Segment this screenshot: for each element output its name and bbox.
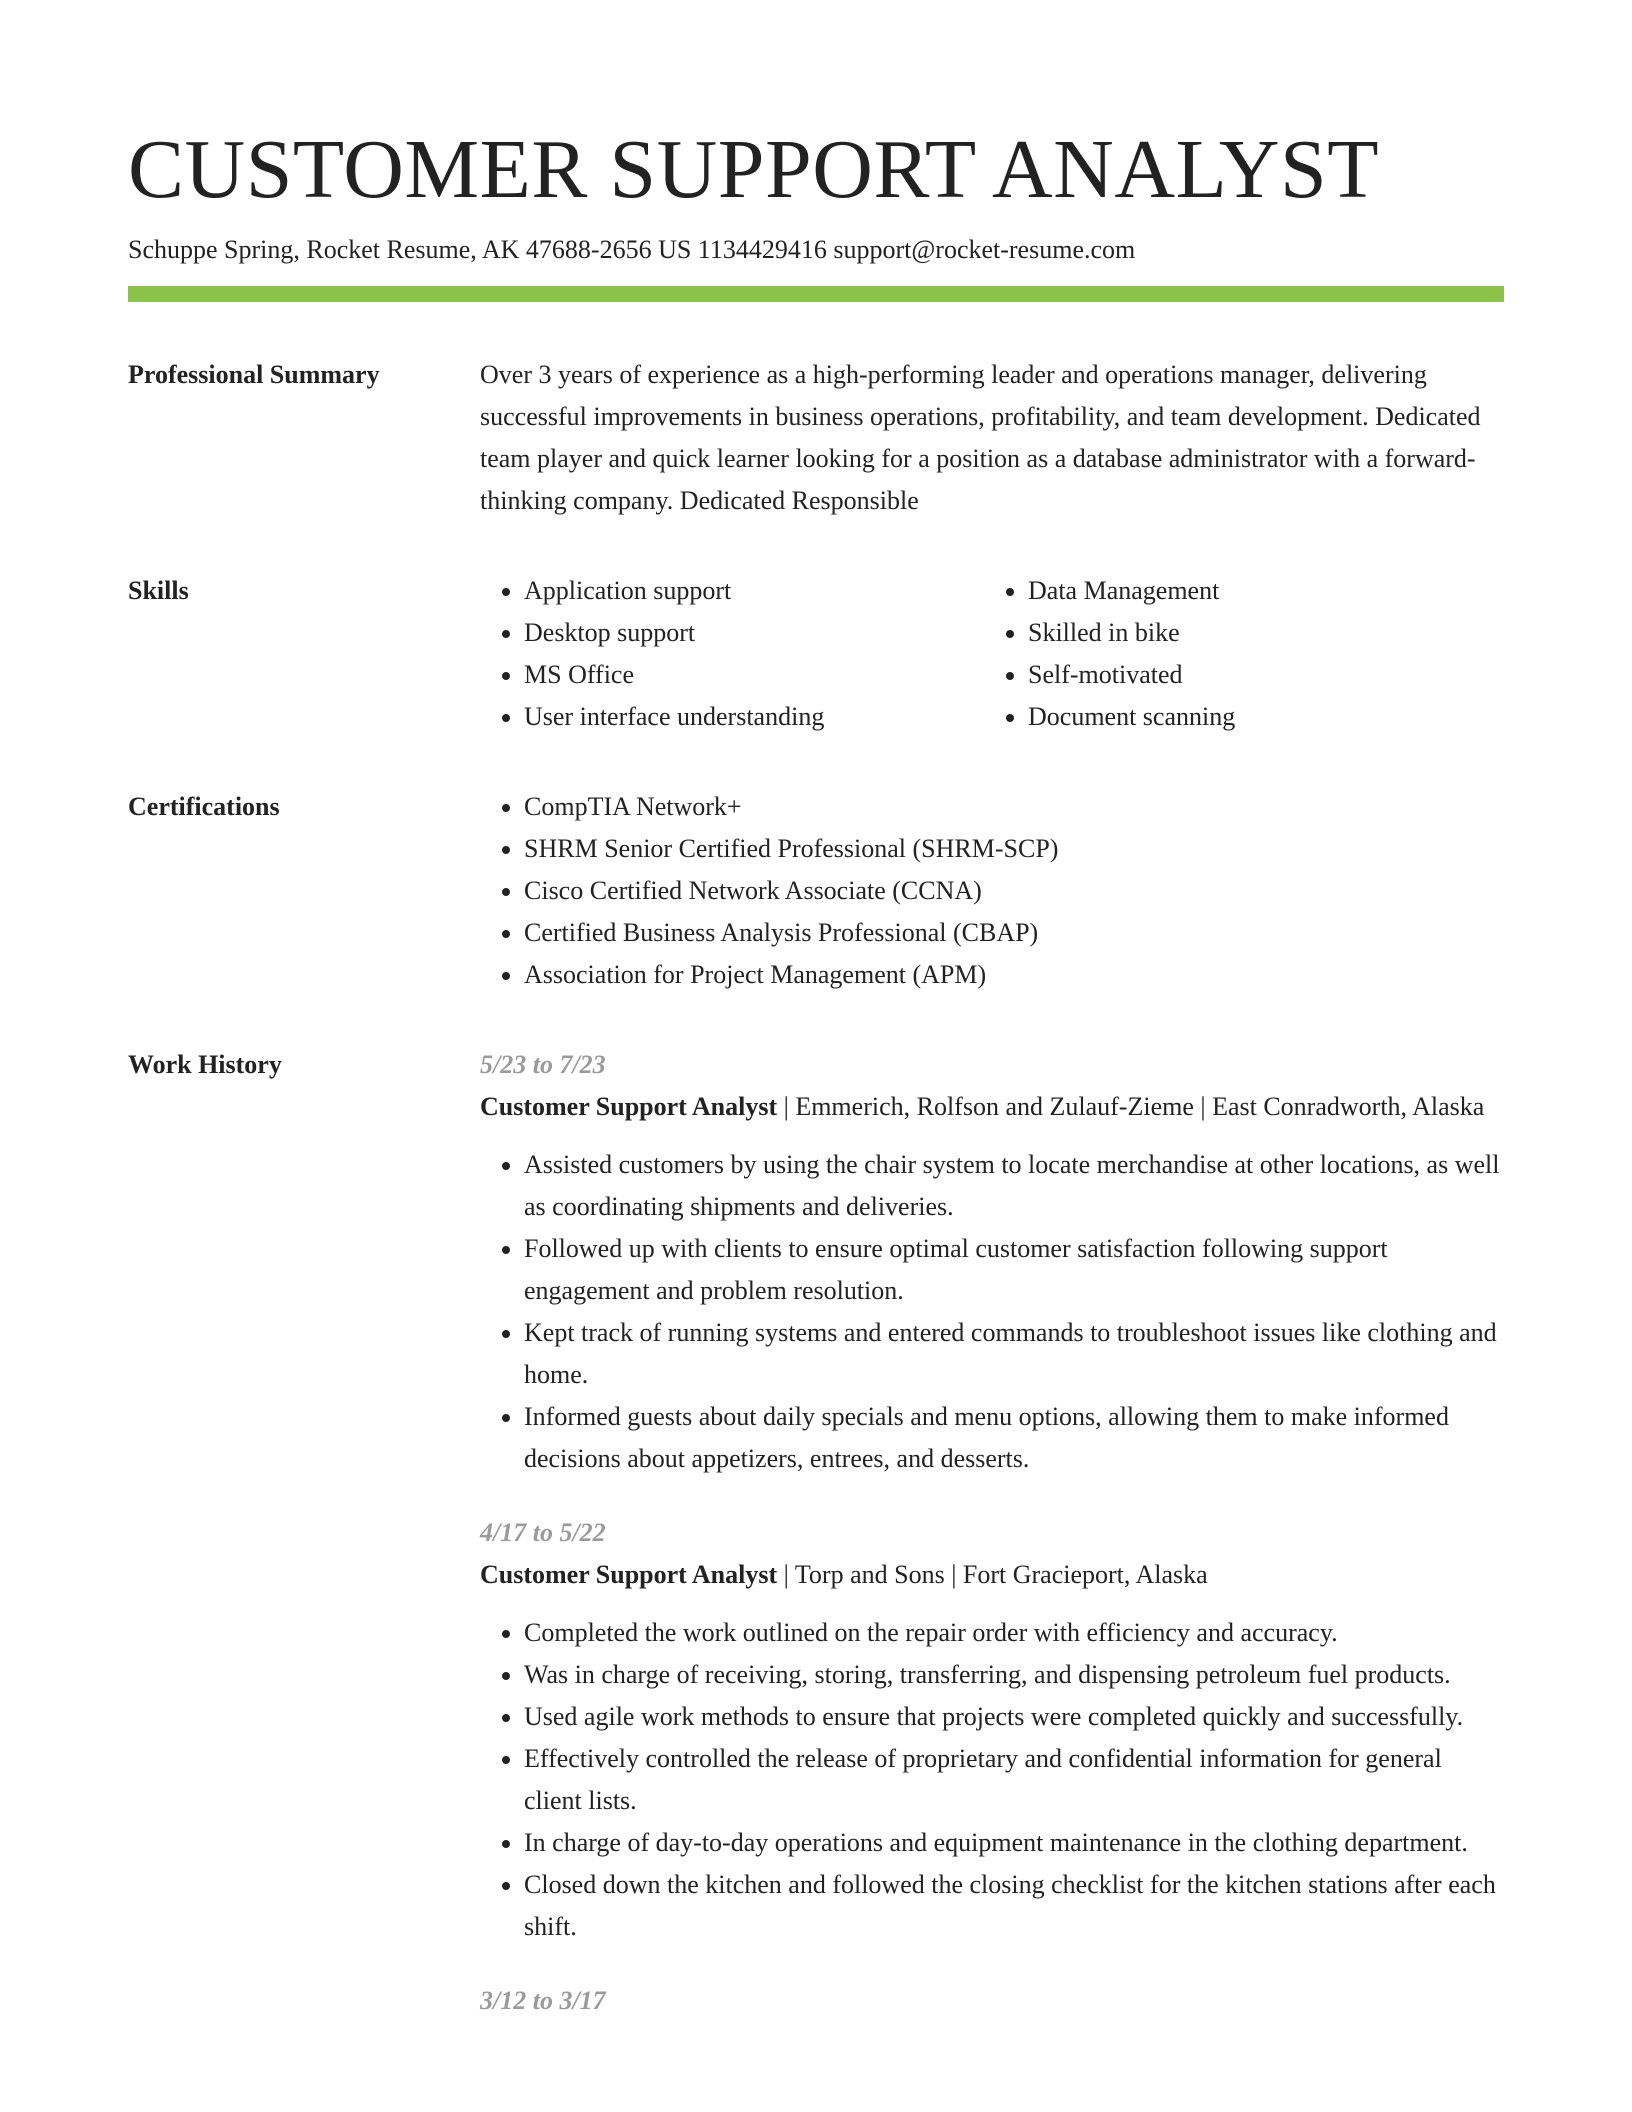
- skills-list-right: [984, 570, 1508, 738]
- job-bullet: • Closed down the kitchen and followed the closing checklist for the kitchen stations after each shift.: [524, 1864, 1504, 1948]
- job-header: [480, 1554, 1504, 1596]
- certification-item: • Association for Project Management (APM): [524, 954, 1504, 996]
- certifications-heading: Certifications: [128, 792, 280, 821]
- work-history-heading: Work History: [128, 1050, 282, 1079]
- job-bullet: • Used agile work methods to ensure that projects were completed quickly and successfully.: [524, 1696, 1504, 1738]
- job-title: Customer Support Analyst: [480, 1092, 778, 1121]
- skills-section: [128, 570, 1504, 738]
- job-bullet: • Kept track of running systems and entered commands to troubleshoot issues like clothing and home.: [524, 1312, 1504, 1396]
- skill-item: • Self-motivated: [1028, 654, 1508, 696]
- job-details: | Emmerich, Rolfson and Zulauf-Zieme | East Conradworth, Alaska: [777, 1092, 1485, 1121]
- certifications-section: [128, 786, 1504, 996]
- job-bullet: • Followed up with clients to ensure optimal customer satisfaction following support engagement and problem resolution.: [524, 1228, 1504, 1312]
- job-entry: [480, 1512, 1504, 1948]
- job-header: [480, 1086, 1504, 1128]
- job-dates: 5/23 to 7/23: [480, 1050, 606, 1079]
- job-bullet: • Was in charge of receiving, storing, transferring, and dispensing petroleum fuel products.: [524, 1654, 1504, 1696]
- certification-item: • Certified Business Analysis Professional (CBAP): [524, 912, 1504, 954]
- job-bullet: • Effectively controlled the release of proprietary and confidential information for general client lists.: [524, 1738, 1504, 1822]
- certification-item: • SHRM Senior Certified Professional (SHRM-SCP): [524, 828, 1504, 870]
- summary-text: Over 3 years of experience as a high-performing leader and operations manager, delivering successful improvements in business operations, profitability, and team development. Dedicated team player and quick learner looking for a position as a database administrator with a forward-thinking company. Dedicated Responsible: [480, 360, 1481, 515]
- skill-item: • User interface understanding: [524, 696, 984, 738]
- skill-item: • Data Management: [1028, 570, 1508, 612]
- certifications-list: [480, 786, 1504, 996]
- summary-heading: Professional Summary: [128, 360, 380, 389]
- skills-list-left: [480, 570, 984, 738]
- skills-columns: [480, 570, 1508, 738]
- job-bullet: • Completed the work outlined on the repair order with efficiency and accuracy.: [524, 1612, 1504, 1654]
- job-bullet: • Assisted customers by using the chair system to locate merchandise at other locations, as well as coordinating shipments and deliveries.: [524, 1144, 1504, 1228]
- skill-item: • Document scanning: [1028, 696, 1508, 738]
- certification-item: • Cisco Certified Network Associate (CCNA): [524, 870, 1504, 912]
- resume-name: CUSTOMER SUPPORT ANALYST: [128, 123, 1380, 216]
- summary-section: [128, 354, 1504, 522]
- job-entry: [480, 1044, 1504, 1480]
- skills-heading: Skills: [128, 576, 189, 605]
- skill-item: • Desktop support: [524, 612, 984, 654]
- job-bullet: • In charge of day-to-day operations and equipment maintenance in the clothing department.: [524, 1822, 1504, 1864]
- work-history-section: [128, 1044, 1504, 2054]
- job-title: Customer Support Analyst: [480, 1560, 778, 1589]
- job-bullet: • Informed guests about daily specials and menu options, allowing them to make informed decisions about appetizers, entrees, and desserts.: [524, 1396, 1504, 1480]
- skill-item: • MS Office: [524, 654, 984, 696]
- work-history-body: [480, 1044, 1504, 2054]
- accent-divider: [128, 286, 1504, 302]
- job-entry: [480, 1980, 1504, 2022]
- skill-item: • Skilled in bike: [1028, 612, 1508, 654]
- job-dates: 3/12 to 3/17: [480, 1986, 606, 2015]
- job-bullets: [480, 1144, 1504, 1480]
- job-details: | Torp and Sons | Fort Gracieport, Alaska: [777, 1560, 1208, 1589]
- certifications-body: [480, 786, 1504, 996]
- job-dates: 4/17 to 5/22: [480, 1518, 606, 1547]
- skill-item: • Application support: [524, 570, 984, 612]
- job-bullets: [480, 1612, 1504, 1948]
- contact-line: Schuppe Spring, Rocket Resume, AK 47688-2656 US 1134429416 support@rocket-resume.com: [128, 235, 1136, 264]
- certification-item: • CompTIA Network+: [524, 786, 1504, 828]
- resume-page: [128, 120, 1504, 2054]
